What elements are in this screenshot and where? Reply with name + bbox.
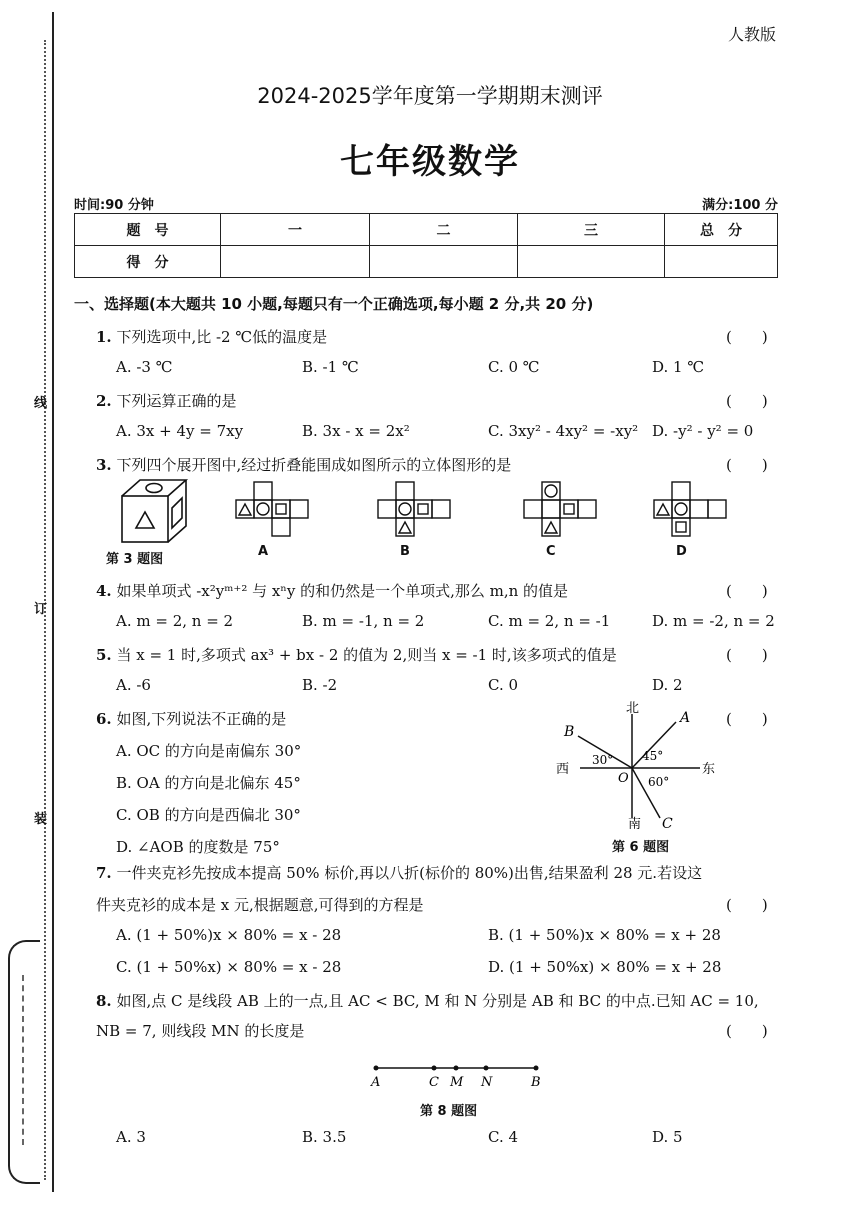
option-c: C. 0 ℃ <box>488 358 540 376</box>
question-text: 如图,点 C 是线段 AB 上的一点,且 AC < BC, M 和 N 分别是 AB 和 BC 的中点.已知 AC = 10, <box>116 992 759 1010</box>
option-d: D. -y² - y² = 0 <box>652 422 754 440</box>
point-a-label: A <box>680 710 691 726</box>
question-2 <box>96 390 236 411</box>
question-5 <box>96 644 617 665</box>
question-1 <box>96 326 327 347</box>
question-3 <box>96 454 511 475</box>
question-6 <box>96 708 286 729</box>
net-option-c <box>524 482 596 536</box>
cube-figure <box>120 478 200 546</box>
option-a: A. -3 ℃ <box>116 358 173 376</box>
answer-blank[interactable]: ( ) <box>726 456 768 474</box>
exam-title: 2024-2025学年度第一学期期末测评 <box>257 84 603 108</box>
option-b: B. 3x - x = 2x² <box>302 422 410 440</box>
option-c: C. m = 2, n = -1 <box>488 612 611 630</box>
option-c: C. 4 <box>488 1128 519 1146</box>
option-a: A. m = 2, n = 2 <box>116 612 234 630</box>
option-a: A. OC 的方向是南偏东 30° <box>116 742 302 760</box>
question-text-cont: 件夹克衫的成本是 x 元,根据题意,可得到的方程是 <box>96 896 424 914</box>
net-option-a <box>236 482 308 536</box>
question-number: 1. <box>96 328 112 346</box>
net-label: A <box>258 544 269 559</box>
score-table-score-row <box>75 246 778 278</box>
option-d: D. m = -2, n = 2 <box>652 612 775 630</box>
option-a: A. (1 + 50%)x × 80% = x - 28 <box>116 926 342 944</box>
option-c: C. 0 <box>488 676 519 694</box>
question-text: 当 x = 1 时,多项式 ax³ + bx - 2 的值为 2,则当 x = -1 时,该多项式的值是 <box>116 646 617 664</box>
net-option-b <box>378 482 450 536</box>
question-number: 6. <box>96 710 112 728</box>
option-b: B. 3.5 <box>302 1128 347 1146</box>
option-d: D. 5 <box>652 1128 683 1146</box>
point-m-label: M <box>450 1075 464 1090</box>
binding-label-zhuang: 装 <box>34 812 48 827</box>
option-a: A. -6 <box>116 676 151 694</box>
option-d: D. (1 + 50%x) × 80% = x + 28 <box>488 958 722 976</box>
net-label: B <box>400 544 410 559</box>
option-c: C. OB 的方向是西偏北 30° <box>116 806 301 824</box>
option-b: B. -2 <box>302 676 338 694</box>
option-c: C. 3xy² - 4xy² = -xy² <box>488 422 639 440</box>
south-label: 南 <box>628 817 642 832</box>
score-input-cell[interactable] <box>370 246 518 278</box>
question-text: 下列运算正确的是 <box>116 392 237 410</box>
binding-label-ding: 订 <box>34 602 48 617</box>
option-d: D. ∠AOB 的度数是 75° <box>116 838 280 856</box>
angle-60-label: 60° <box>648 775 670 789</box>
score-input-cell[interactable] <box>518 246 665 278</box>
west-label: 西 <box>556 762 570 777</box>
point-o-label: O <box>618 771 629 786</box>
point-a-label: A <box>371 1075 381 1090</box>
question-4 <box>96 580 568 601</box>
option-a: A. 3 <box>116 1128 146 1146</box>
binding-marks <box>22 975 34 1145</box>
answer-blank[interactable]: ( ) <box>726 392 768 410</box>
option-b: B. -1 ℃ <box>302 358 359 376</box>
figure-caption: 第 6 题图 <box>612 840 670 855</box>
segment-figure <box>368 1060 548 1090</box>
option-d: D. 2 <box>652 676 683 694</box>
east-label: 东 <box>702 762 716 777</box>
score-table-cell: 得 分 <box>75 246 221 278</box>
score-table-header-row <box>75 214 778 246</box>
question-number: 3. <box>96 456 112 474</box>
question-text: 一件夹克衫先按成本提高 50% 标价,再以八折(标价的 80%)出售,结果盈利 28 元.若设这 <box>116 864 703 882</box>
compass-figure <box>550 700 720 832</box>
answer-blank[interactable]: ( ) <box>726 1022 768 1040</box>
edition-label: 人教版 <box>727 25 776 44</box>
subject-title: 七年级数学 <box>340 142 520 182</box>
question-number: 4. <box>96 582 112 600</box>
north-label: 北 <box>626 701 640 716</box>
angle-30-label: 30° <box>592 753 614 767</box>
score-input-cell[interactable] <box>665 246 778 278</box>
section-heading: 一、选择题(本大题共 10 小题,每题只有一个正确选项,每小题 2 分,共 20 分) <box>74 295 594 313</box>
angle-45-label: 45° <box>642 749 664 763</box>
score-table-cell: 一 <box>221 214 370 246</box>
figure-caption: 第 3 题图 <box>106 552 164 567</box>
option-d: D. 1 ℃ <box>652 358 705 376</box>
net-option-d <box>654 482 726 536</box>
point-c-label: C <box>429 1075 439 1090</box>
answer-blank[interactable]: ( ) <box>726 896 768 914</box>
question-number: 8. <box>96 992 112 1010</box>
figure-caption: 第 8 题图 <box>420 1104 478 1119</box>
binding-label-xian: 线 <box>34 396 48 411</box>
question-number: 7. <box>96 864 112 882</box>
time-label: 时间:90 分钟 <box>74 198 154 213</box>
question-text: 如图,下列说法不正确的是 <box>116 710 287 728</box>
score-table <box>74 213 778 278</box>
option-b: B. OA 的方向是北偏东 45° <box>116 774 301 792</box>
question-text-cont: NB = 7, 则线段 MN 的长度是 <box>96 1022 305 1040</box>
question-7 <box>96 862 702 883</box>
question-text: 下列选项中,比 -2 ℃低的温度是 <box>116 328 328 346</box>
point-n-label: N <box>481 1075 493 1090</box>
point-b-label: B <box>564 724 575 740</box>
score-table-cell: 总 分 <box>665 214 778 246</box>
option-a: A. 3x + 4y = 7xy <box>116 422 244 440</box>
margin-rule <box>52 12 54 1192</box>
point-b-label: B <box>531 1075 541 1090</box>
option-b: B. (1 + 50%)x × 80% = x + 28 <box>488 926 721 944</box>
question-8 <box>96 990 759 1011</box>
score-table-cell: 题 号 <box>75 214 221 246</box>
score-input-cell[interactable] <box>221 246 370 278</box>
score-table-cell: 二 <box>370 214 518 246</box>
question-text: 如果单项式 -x²yᵐ⁺² 与 xⁿy 的和仍然是一个单项式,那么 m,n 的值是 <box>116 582 569 600</box>
point-c-label: C <box>662 816 673 832</box>
answer-blank[interactable]: ( ) <box>726 710 768 728</box>
question-number: 5. <box>96 646 112 664</box>
question-text: 下列四个展开图中,经过折叠能围成如图所示的立体图形的是 <box>116 456 512 474</box>
answer-blank[interactable]: ( ) <box>726 328 768 346</box>
net-label: D <box>676 544 687 559</box>
question-number: 2. <box>96 392 112 410</box>
answer-blank[interactable]: ( ) <box>726 582 768 600</box>
answer-blank[interactable]: ( ) <box>726 646 768 664</box>
option-b: B. m = -1, n = 2 <box>302 612 425 630</box>
net-label: C <box>546 544 556 559</box>
full-score-label: 满分:100 分 <box>702 198 778 213</box>
option-c: C. (1 + 50%x) × 80% = x - 28 <box>116 958 342 976</box>
score-table-cell: 三 <box>518 214 665 246</box>
